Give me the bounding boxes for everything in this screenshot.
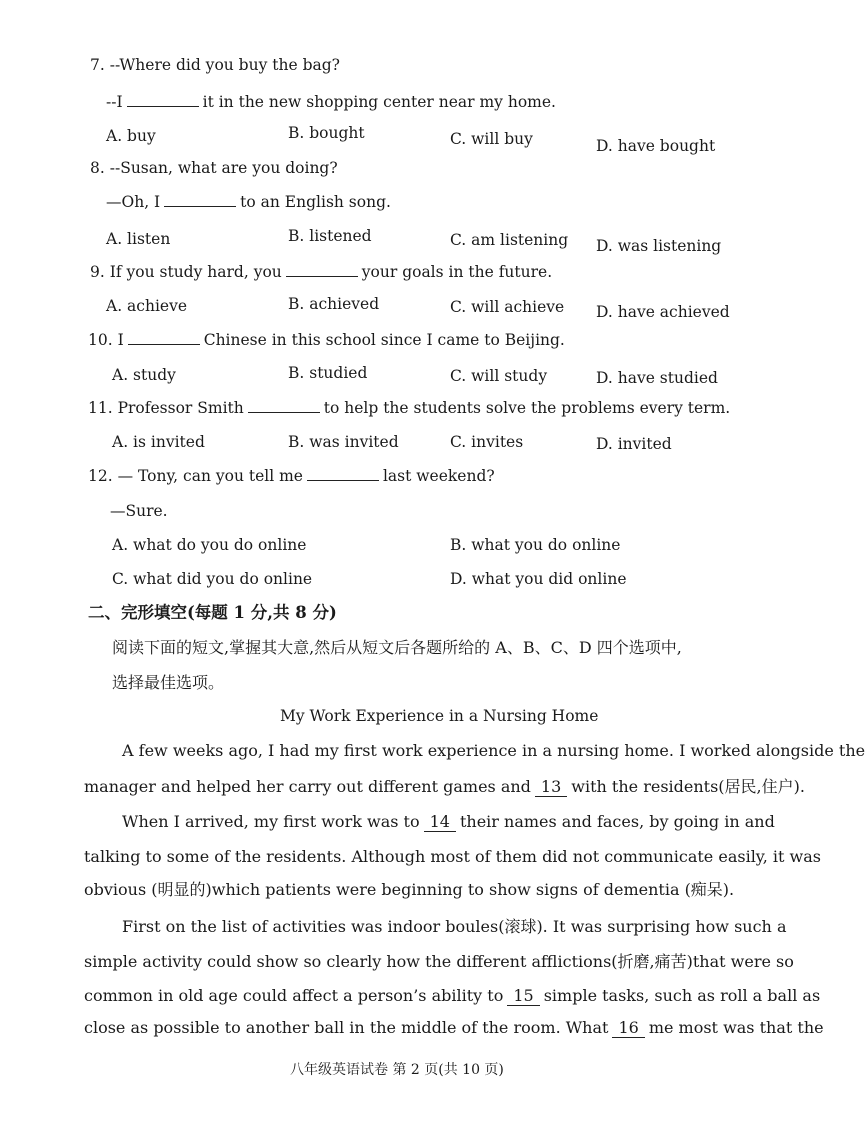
question-12-option-b: B. what you do online xyxy=(450,536,621,554)
cloze-blank-15: 15 xyxy=(507,987,539,1006)
passage-line xyxy=(122,812,775,832)
question-11-option-c: C. invites xyxy=(450,433,524,451)
passage-line: First on the list of activities was indoor boules(滚球). It was surprising how such a xyxy=(122,917,787,936)
passage-text: me most was that the xyxy=(648,1018,824,1037)
question-10-option-b: B. studied xyxy=(288,364,368,382)
passage-line: simple activity could show so clearly how the different afflictions(折磨,痛苦)that were so xyxy=(84,952,794,971)
question-11-option-d: D. invited xyxy=(596,435,672,453)
question-10-stem xyxy=(88,330,565,350)
passage-line xyxy=(84,777,805,797)
question-7-answer-line xyxy=(106,92,556,112)
question-text: --Where did you buy the bag? xyxy=(109,56,340,74)
question-text: --I xyxy=(106,93,123,111)
question-text: —Oh, I xyxy=(106,193,161,211)
question-text: last weekend? xyxy=(382,467,495,485)
answer-blank xyxy=(248,398,320,413)
answer-blank xyxy=(128,330,200,345)
question-8-option-c: C. am listening xyxy=(450,231,569,249)
passage-text: simple tasks, such as roll a ball as xyxy=(543,986,821,1005)
question-8-option-d: D. was listening xyxy=(596,237,722,255)
passage-line: A few weeks ago, I had my first work experience in a nursing home. I worked alongside the xyxy=(122,741,865,760)
passage-text: common in old age could affect a person’s ability to xyxy=(84,986,504,1005)
question-12-option-a: A. what do you do online xyxy=(112,536,307,554)
answer-blank xyxy=(164,192,236,207)
question-text: to help the students solve the problems every term. xyxy=(323,399,731,417)
question-10-option-a: A. study xyxy=(112,366,176,384)
passage-text: When I arrived, my first work was to xyxy=(122,812,420,831)
question-7-option-a: A. buy xyxy=(106,127,156,145)
question-12-option-c: C. what did you do online xyxy=(112,570,313,588)
question-number: 11. xyxy=(88,399,113,417)
question-number: 7. xyxy=(90,56,105,74)
question-9-option-a: A. achieve xyxy=(106,297,188,315)
answer-blank xyxy=(127,92,199,107)
question-11-stem xyxy=(88,398,730,418)
passage-text: close as possible to another ball in the middle of the room. What xyxy=(84,1018,609,1037)
question-9-option-b: B. achieved xyxy=(288,295,380,313)
question-text: Professor Smith xyxy=(117,399,244,417)
question-7-option-d: D. have bought xyxy=(596,137,716,155)
question-text: --Susan, what are you doing? xyxy=(109,159,338,177)
question-10-option-c: C. will study xyxy=(450,367,548,385)
passage-text: manager and helped her carry out different games and xyxy=(84,777,531,796)
section-instruction: 阅读下面的短文,掌握其大意,然后从短文后各题所给的 A、B、C、D 四个选项中, xyxy=(112,638,682,657)
question-text: I xyxy=(117,331,124,349)
passage-line xyxy=(84,1018,824,1038)
question-text: it in the new shopping center near my home. xyxy=(202,93,556,111)
question-7-option-b: B. bought xyxy=(288,124,365,142)
passage-text: with the residents(居民,住户). xyxy=(571,777,805,796)
question-7-option-c: C. will buy xyxy=(450,130,533,148)
question-number: 10. xyxy=(88,331,113,349)
question-number: 12. xyxy=(88,467,113,485)
question-11-option-a: A. is invited xyxy=(112,433,205,451)
question-8-stem xyxy=(90,158,338,178)
question-12-stem xyxy=(88,466,495,486)
passage-line xyxy=(84,986,820,1006)
question-text: Chinese in this school since I came to Beijing. xyxy=(203,331,565,349)
question-11-option-b: B. was invited xyxy=(288,433,399,451)
answer-blank xyxy=(307,466,379,481)
question-text: If you study hard, you xyxy=(109,263,282,281)
question-8-answer-line xyxy=(106,192,391,212)
section-heading: 二、完形填空(每题 1 分,共 8 分) xyxy=(88,603,337,622)
question-10-option-d: D. have studied xyxy=(596,369,718,387)
question-9-option-c: C. will achieve xyxy=(450,298,565,316)
question-9-stem xyxy=(90,262,552,282)
question-7-stem xyxy=(90,55,340,75)
answer-blank xyxy=(286,262,358,277)
passage-line: talking to some of the residents. Although most of them did not communicate easily, it was xyxy=(84,847,821,866)
section-instruction: 选择最佳选项。 xyxy=(112,673,225,692)
question-text: your goals in the future. xyxy=(361,263,553,281)
question-12-reply: —Sure. xyxy=(110,502,168,520)
question-8-option-a: A. listen xyxy=(106,230,171,248)
passage-title: My Work Experience in a Nursing Home xyxy=(280,707,599,725)
question-number: 8. xyxy=(90,159,105,177)
question-8-option-b: B. listened xyxy=(288,227,372,245)
passage-text: their names and faces, by going in and xyxy=(459,812,775,831)
question-9-option-d: D. have achieved xyxy=(596,303,730,321)
cloze-blank-13: 13 xyxy=(535,778,567,797)
question-text: — Tony, can you tell me xyxy=(117,467,303,485)
page-footer: 八年级英语试卷 第 2 页(共 10 页) xyxy=(290,1062,504,1078)
cloze-blank-16: 16 xyxy=(612,1019,644,1038)
question-number: 9. xyxy=(90,263,105,281)
question-12-option-d: D. what you did online xyxy=(450,570,627,588)
cloze-blank-14: 14 xyxy=(424,813,456,832)
question-text: to an English song. xyxy=(240,193,391,211)
passage-line: obvious (明显的)which patients were beginning to show signs of dementia (痴呆). xyxy=(84,880,735,899)
